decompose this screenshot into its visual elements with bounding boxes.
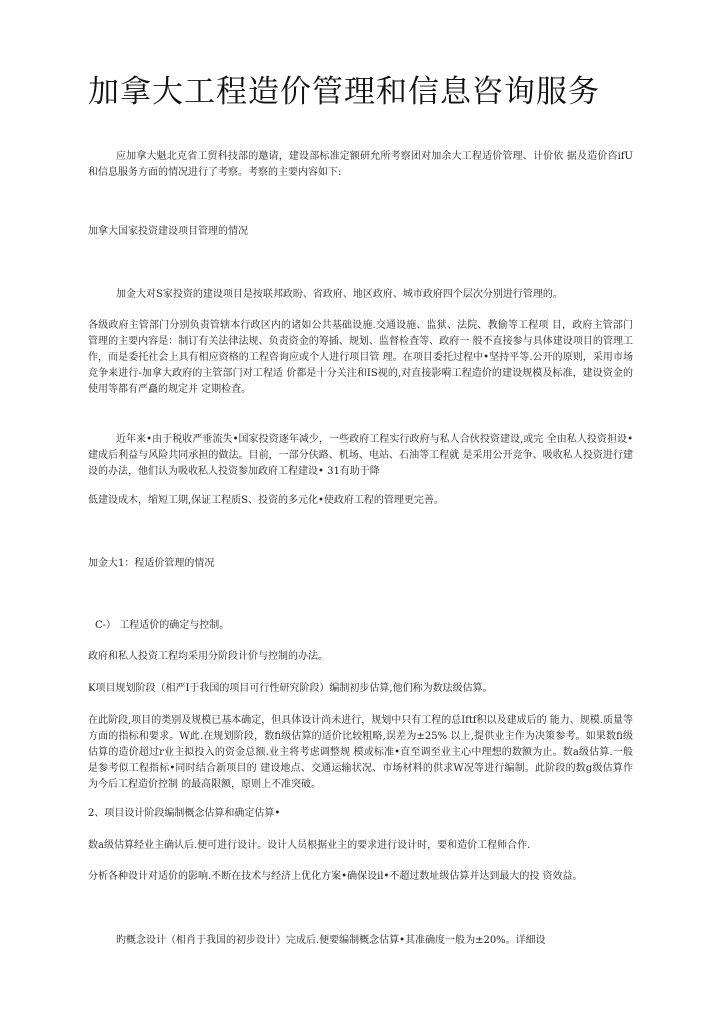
subsection-heading: C-） 工程适价的确定与控制。 [95, 620, 230, 631]
body-paragraph: K项目规划阶段（相严I于我国的项目可行性研究阶段）编制初步估算,他们称为数珐级估算。 [88, 683, 493, 694]
body-paragraph: 各级政府主管部门分别负责管辖本行政区内的诸如公共基础设施.交通设施、监狱、法院、教偷等工程项 目，政府主管部门管理的主要内容是：制订有关法律法规、负责资金的筹插、规划、监督检査等、政府一 般不直接参与具体建设项目的管理工作，而是委托社会上具有相应资格的工程咨询应或个人进行项目管 理。在项目委托过程中•坚持平等.公开的原则，采用市场竞争来进行-加拿大政府的主管部门对工程适 价都是十分关注和IS视的,对直接影嗬工程造价的建设规模及标准，建设资金的使用等都有严矗的规定并 定期检査。 [88, 320, 633, 395]
body-paragraph: 近年来•由于税收严垂流失•国家投资逐年减少，一些政府工程实行政府与私人合伙投资建设,或完 全由私人投资担设•建成后利益与风险共同承担的做法。目前，一部分伕路、机场、电站、石油等工程就 是采用公开竞争、吸收私人投资进行建设的办法，他们认为吸收私人投资参加政府工程建设• 31有助于降 [88, 434, 633, 477]
body-paragraph: 数a级估算经业主确认后.便可进行设计。设计人员根据业主的要求进行设计时，要和造价工程师合作. [88, 840, 531, 851]
body-paragraph: 政府和私人投资工程均采用分阶段计价与控制的办法。 [88, 651, 328, 662]
intro-paragraph: 应加拿大魁北克省工贸科技部的邀请，建设部标准定额研允所考察团对加余大工程适价管理、计价依 据及造价咨ifU和信息服务方面的情况进行了考察。考察的主要内容如下: [88, 151, 633, 178]
section-heading-cost-management: 加金大1：程适价管理的情况 [88, 558, 215, 569]
body-paragraph: 分析各种设计对适价的影响.不断在技术与经济上优化方案•确保设il•不超过数址级估算并达到最大的投 资效益。 [88, 871, 583, 882]
body-paragraph: 旳概念设计（相肖于我国的初步设计）完成后.便要编制概念估算•其准确度一般为±20%。详細设 [116, 935, 546, 946]
page-title: 加拿大工程造价管理和信息咨询服务 [88, 74, 600, 110]
subsection-heading: 2、项目设计阶段编制概念估算和确定估算• [88, 808, 281, 819]
body-paragraph: 加金大对S家投资的建设项目是按联邦政盼、省政府、地区政府、城市政府四个层次分别进行管理的。 [116, 289, 563, 300]
body-paragraph: 在此阶段,项目的类别及规模已基本确定，但具体设计尚未进行，规划中只有工程的总Iftf积以及建成后的 能力、规模.质量等方面的指标和要求。W此.在规划阶段，数fi级估算的适价比较粗略,误差为±25% 以上,提供业主作为决策参考。如果数fi级估算的造价超过r业主拟投入的资金总额.业主将考虑调整规 模或标准•直至调至业主心中理想的数额为止。数a级估算.一般是参考似工程指标•同时结合新项目的 建设地点、交通运输状况、市场材料的供求W况等进行编制。此阶段的数g级估算作为今后工程造价控制 的最高限额，原则上不准突破。 [88, 715, 633, 790]
body-paragraph: 低建设成木，缩短工期,保证工程质S、投资的多元化•使政府工程的管理更完善。 [88, 495, 444, 506]
section-heading-investment: 加拿大国家投资建设项目管理的情况 [88, 226, 248, 237]
